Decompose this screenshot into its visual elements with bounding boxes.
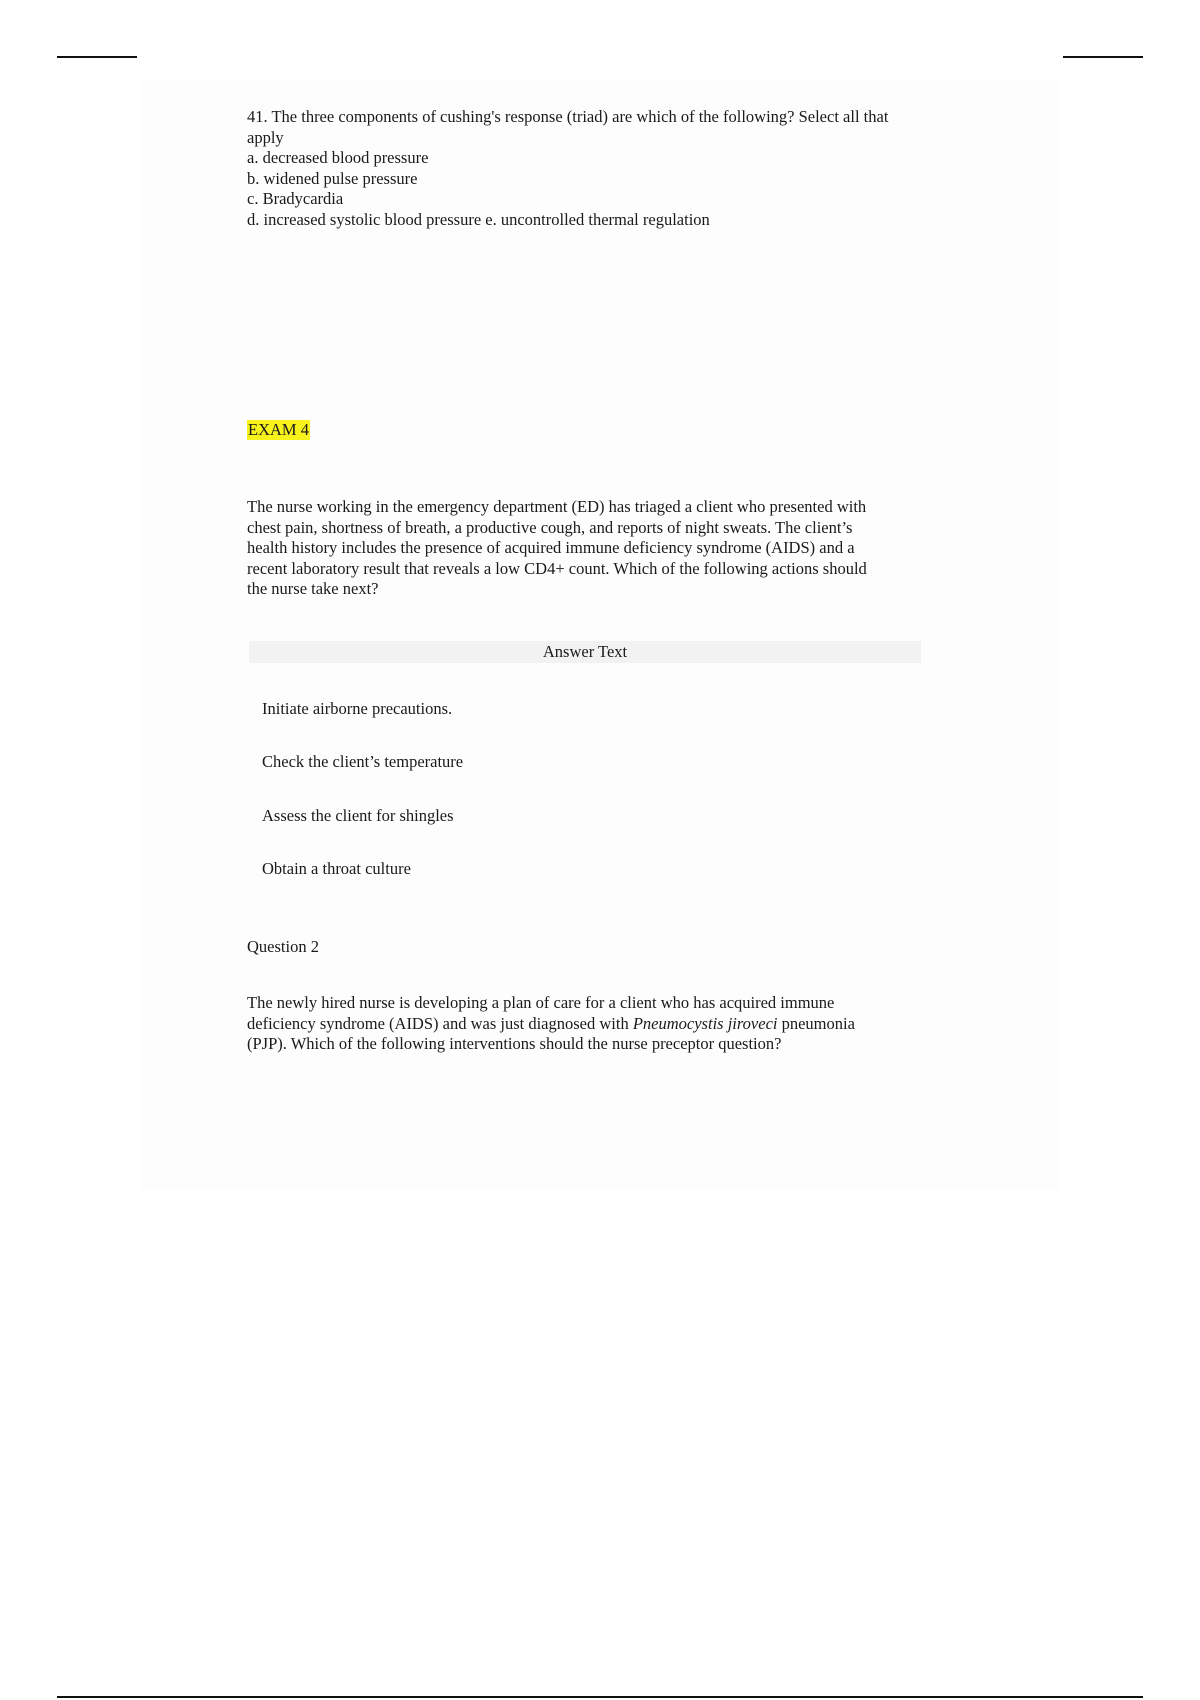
top-left-rule — [57, 56, 137, 58]
question-2-line: (PJP). Which of the following interventions should the nurse preceptor question? — [247, 1034, 782, 1053]
question-2-italic-organism: Pneumocystis jiroveci — [632, 1013, 778, 1033]
top-right-rule — [1063, 56, 1143, 58]
question-2-line: The newly hired nurse is developing a plan of care for a client who has acquired immune — [247, 993, 835, 1012]
question-41-line: 41. The three components of cushing's response (triad) are which of the following? Select all that — [247, 107, 889, 126]
scenario-line: the nurse take next? — [247, 579, 379, 598]
scenario-line: chest pain, shortness of breath, a productive cough, and reports of night sweats. The client’s — [247, 517, 853, 537]
question-41-option-b: b. widened pulse pressure — [247, 168, 418, 188]
question-41-option-c: c. Bradycardia — [247, 189, 344, 208]
answer-text-header: Answer Text — [249, 641, 921, 663]
exam-heading-highlighted: EXAM 4 — [248, 420, 309, 439]
question-2-line — [247, 1014, 957, 1035]
question-2-text-segment: deficiency syndrome (AIDS) and was just diagnosed with — [247, 1013, 633, 1033]
bottom-rule — [57, 1696, 1143, 1698]
answer-option: Assess the client for shingles — [262, 806, 454, 825]
question-2-text — [247, 993, 957, 1055]
scenario-question — [247, 497, 957, 600]
question-2-label: Question 2 — [247, 937, 319, 956]
question-41-option-a: a. decreased blood pressure — [247, 148, 429, 167]
question-41-line: apply — [247, 127, 284, 147]
scenario-line: recent laboratory result that reveals a low CD4+ count. Which of the following actions should — [247, 558, 867, 578]
answer-option: Check the client’s temperature — [262, 752, 464, 771]
scenario-line: The nurse working in the emergency department (ED) has triaged a client who presented with — [247, 497, 867, 516]
question-41 — [247, 107, 957, 230]
answer-option: Obtain a throat culture — [262, 859, 411, 878]
scenario-line: health history includes the presence of acquired immune deficiency syndrome (AIDS) and a — [247, 538, 855, 557]
question-41-option-d-e: d. increased systolic blood pressure e. uncontrolled thermal regulation — [247, 209, 710, 229]
answer-option: Initiate airborne precautions. — [262, 699, 453, 718]
question-2-text-segment: pneumonia — [777, 1013, 855, 1033]
